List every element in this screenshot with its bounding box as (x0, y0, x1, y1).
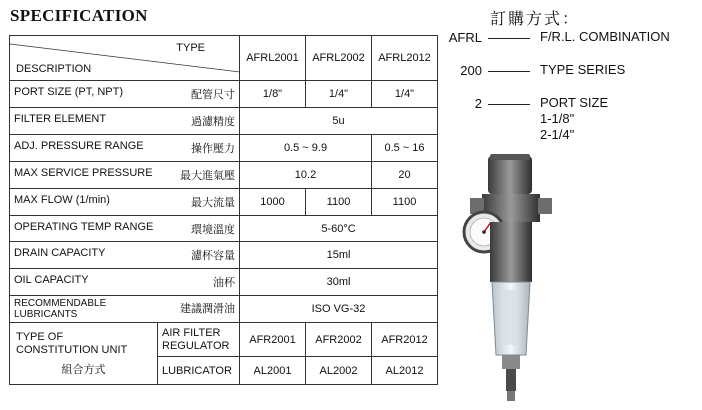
table-cell: AFR2001 (240, 323, 306, 357)
sub-label: LUBRICATOR (158, 357, 240, 385)
constitution-label-cell (10, 323, 158, 385)
model-header: AFRL2001 (240, 36, 306, 81)
table-cell: ISO VG-32 (240, 296, 438, 323)
row-label: TYPE OF (16, 331, 64, 343)
table-cell: 1100 (306, 188, 372, 215)
table-row-filter-element (10, 108, 438, 135)
type-label: TYPE (176, 42, 205, 54)
table-cell: AL2002 (306, 357, 372, 385)
order-desc: F/R.L. COMBINATION (540, 29, 670, 44)
model-header: AFRL2012 (372, 36, 438, 81)
order-dash (488, 38, 530, 39)
sub-label: AIR FILTER (162, 326, 221, 339)
row-label-zh: 建議潤滑油 (180, 302, 235, 316)
row-label: OPERATING TEMP RANGE (14, 220, 154, 233)
row-label: LUBRICANTS (14, 309, 78, 321)
table-cell: AL2001 (240, 357, 306, 385)
row-label-zh: 組合方式 (61, 363, 106, 376)
row-label: RECOMMENDABLE (14, 298, 107, 310)
table-cell: 1/4" (306, 81, 372, 108)
row-label: ADJ. PRESSURE RANGE (14, 140, 144, 153)
table-row-lubricants (10, 296, 438, 323)
model-header: AFRL2002 (306, 36, 372, 81)
table-row-port-size (10, 81, 438, 108)
order-code: 200 (460, 63, 482, 78)
order-dash (488, 71, 530, 72)
table-cell: 0.5 ~ 16 (372, 135, 438, 162)
row-label-zh: 最大流量 (191, 195, 235, 209)
type-description-header (10, 36, 240, 81)
table-cell: 5-60°C (240, 215, 438, 242)
order-desc: PORT SIZE (540, 95, 609, 110)
specification-table (9, 35, 438, 385)
row-label-zh: 操作壓力 (191, 142, 235, 156)
table-cell: 30ml (240, 269, 438, 296)
table-row-max-pressure (10, 161, 438, 188)
row-label-zh: 環境溫度 (191, 222, 235, 236)
frl-unit-photo (460, 150, 560, 405)
table-cell: 0.5 ~ 9.9 (240, 135, 372, 162)
table-cell: 1/8" (240, 81, 306, 108)
order-code: 2 (474, 96, 482, 111)
order-code: AFRL (448, 30, 482, 45)
order-dash (488, 104, 530, 105)
description-label: DESCRIPTION (16, 63, 92, 76)
order-sub-option: 2-1/4" (540, 127, 575, 142)
table-row-pressure-range (10, 135, 438, 162)
row-label: CONSTITUTION UNIT (16, 344, 128, 356)
row-label-zh: 油杯 (213, 276, 235, 290)
table-cell: AFR2002 (306, 323, 372, 357)
table-cell: AFR2012 (372, 323, 438, 357)
table-row-max-flow (10, 188, 438, 215)
row-label-zh: 過濾精度 (191, 115, 235, 129)
row-label: FILTER ELEMENT (14, 113, 107, 126)
table-cell: 5u (240, 108, 438, 135)
sub-label: REGULATOR (162, 339, 230, 352)
table-cell: 1/4" (372, 81, 438, 108)
order-sub-option: 1-1/8" (540, 111, 575, 126)
table-row-drain-capacity (10, 242, 438, 269)
table-cell: 1000 (240, 188, 306, 215)
row-label: OIL CAPACITY (14, 274, 89, 287)
table-cell: 1100 (372, 188, 438, 215)
row-label-zh: 配管尺寸 (191, 88, 235, 102)
table-cell: 15ml (240, 242, 438, 269)
table-row-constitution-afr (10, 323, 438, 357)
ordering-heading: 訂購方式： (490, 9, 581, 28)
table-cell: AL2012 (372, 357, 438, 385)
row-label: DRAIN CAPACITY (14, 247, 106, 260)
table-row-oil-capacity (10, 269, 438, 296)
row-label-zh: 最大進氣壓 (180, 168, 235, 182)
row-label: MAX FLOW (1/min) (14, 193, 110, 206)
page-title: SPECIFICATION (10, 6, 148, 25)
row-label: MAX SERVICE PRESSURE (14, 166, 153, 179)
table-cell: 10.2 (240, 161, 372, 188)
row-label-zh: 濾杯容量 (191, 249, 235, 263)
table-row-temp-range (10, 215, 438, 242)
table-cell: 20 (372, 161, 438, 188)
row-label: PORT SIZE (PT, NPT) (14, 86, 123, 99)
table-header-row (10, 36, 438, 81)
order-desc: TYPE SERIES (540, 62, 626, 77)
